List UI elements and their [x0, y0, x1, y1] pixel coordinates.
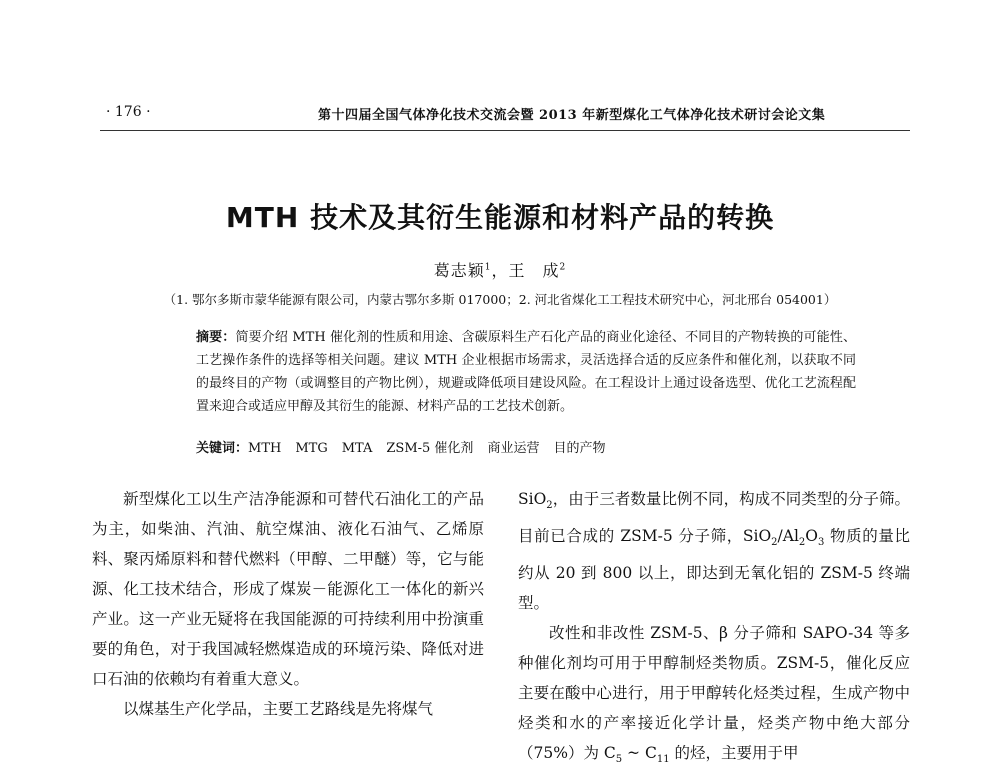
- text-run: ~ C: [622, 744, 657, 763]
- author-name: 王 成: [508, 261, 560, 280]
- page-number: · 176 ·: [106, 104, 151, 120]
- keyword: MTA: [341, 441, 373, 456]
- journal-title: 第十四届全国气体净化技术交流会暨 2013 年新型煤化工气体净化技术研讨会论文集: [318, 108, 826, 123]
- abstract: [196, 326, 856, 418]
- author-line: [0, 258, 1000, 281]
- keyword: 目的产物: [553, 441, 606, 456]
- body-paragraph: 以煤基生产化学品，主要工艺路线是先将煤气: [123, 700, 434, 718]
- body-paragraph: [518, 618, 910, 775]
- subscript: 2: [546, 500, 553, 512]
- body-column-left: [92, 484, 484, 724]
- text-run: /Al: [777, 527, 799, 546]
- paper-title: MTH 技术及其衍生能源和材料产品的转换: [225, 201, 775, 234]
- body-column-right: [518, 484, 910, 775]
- body-paragraph: 新型煤化工以生产洁净能源和可替代石油化工的产品为主，如柴油、汽油、航空煤油、液化石油气、乙烯原料、聚丙烯原料和替代燃料（甲醇、二甲醚）等，它与能源、化工技术结合，形成了煤炭－能源化工一体化的新兴产业。这一产业无疑将在我国能源的可持续利用中扮演重要的角色，对于我国减轻燃煤造成的环境污染、降低对进口石油的依赖均有着重大意义。: [92, 490, 484, 688]
- keyword: MTH: [248, 441, 282, 456]
- text-run: 的烃，主要用于甲: [669, 744, 799, 763]
- body-paragraph: [518, 484, 910, 618]
- affiliation-mark: 1: [484, 262, 492, 273]
- keyword: MTG: [295, 441, 328, 456]
- author-separator: ，: [491, 261, 509, 280]
- text-run: O: [805, 527, 818, 546]
- affiliation-mark: 2: [559, 262, 567, 273]
- subscript: 2: [771, 537, 778, 549]
- text-run: ，由于三者数量比例不同，构成不同类型的分子筛。目前已合成的 ZSM-5 分子筛，SiO: [518, 490, 910, 546]
- subscript: 11: [656, 754, 670, 766]
- text-run: SiO: [518, 490, 547, 508]
- abstract-label: 摘要：: [196, 330, 236, 345]
- text-run: 改性和非改性 ZSM-5、β 分子筛和 SAPO-34 等多种催化剂均可用于甲醇制烃类物质。ZSM-5，催化反应主要在酸中心进行，用于甲醇转化烃类过程，生成产物中烃类和水的产率接近化学计量，烃类产物中绝大部分（75%）为 C: [518, 624, 910, 763]
- author-name: 葛志颖: [433, 261, 485, 280]
- keyword: ZSM-5 催化剂: [386, 441, 474, 456]
- affiliation: （1. 鄂尔多斯市蒙华能源有限公司，内蒙古鄂尔多斯 017000；2. 河北省煤化工工程技术研究中心，河北邢台 054001）: [163, 292, 837, 307]
- keywords: [196, 437, 856, 456]
- subscript: 2: [798, 537, 806, 549]
- abstract-text: 简要介绍 MTH 催化剂的性质和用途、含碳原料生产石化产品的商业化途径、不同目的产物转换的可能性、工艺操作条件的选择等相关问题。建议 MTH 企业根据市场需求，灵活选择合适的反应条件和催化剂，以获取不同的最终目的产物（或调整目的产物比例），规避或降低项目建设风险。在工程设计上通过设备选型、优化工艺流程配置来迎合或适应甲醇及其衍生的能源、材料产品的工艺技术创新。: [196, 330, 856, 414]
- keywords-label: 关键词：: [196, 441, 249, 456]
- text-run: 物质的量比约从 20 到 800 以上，即达到无氧化铝的 ZSM-5 终端型。: [518, 527, 910, 613]
- subscript: 3: [818, 537, 825, 549]
- subscript: 5: [615, 754, 623, 766]
- running-header: [100, 100, 910, 131]
- keyword: 商业运营: [487, 441, 540, 456]
